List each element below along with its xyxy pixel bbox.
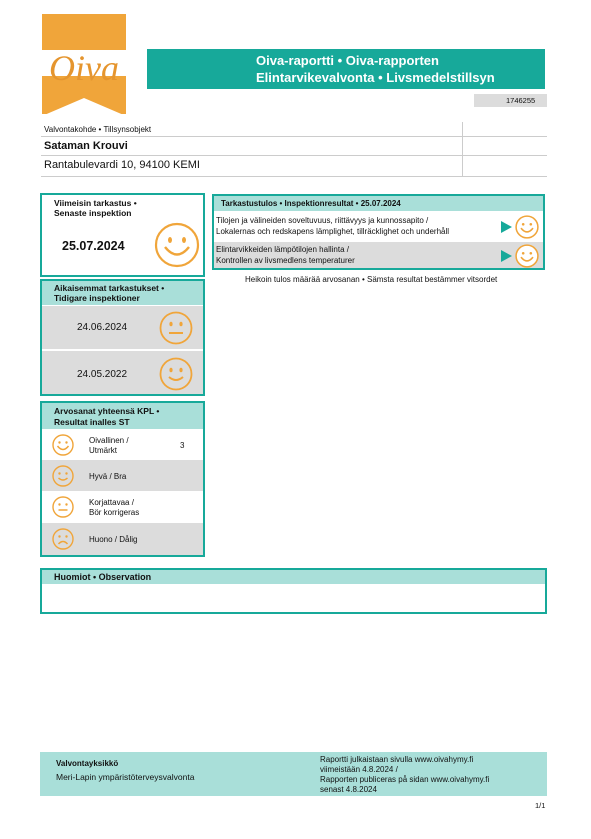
footer-pub-1: Raportti julkaistaan sivulla www.oivahymy.fi	[320, 755, 474, 764]
excellent-smiley-icon	[154, 222, 200, 268]
latest-date: 25.07.2024	[62, 239, 125, 253]
footer-unit-name: Meri-Lapin ympäristöterveysvalvonta	[56, 772, 195, 782]
result-arrow-icon	[501, 250, 512, 262]
observation-title: Huomiot • Observation	[54, 572, 152, 582]
totals-good-label: Hyvä / Bra	[89, 472, 127, 481]
results-note: Heikoin tulos määrää arvosanan • Sämsta resultat bestämmer vitsordet	[245, 275, 498, 284]
correct-smiley-small-icon	[52, 496, 74, 518]
results-item-1-line1: Tilojen ja välineiden soveltuvuus, riittävyys ja kunnossapito /	[216, 216, 429, 225]
target-divider-3	[41, 176, 547, 177]
totals-title-1: Arvosanat yhteensä KPL •	[54, 406, 160, 416]
latest-title-1: Viimeisin tarkastus •	[54, 198, 137, 208]
footer-unit-label: Valvontayksikkö	[56, 759, 119, 768]
latest-title-2: Senaste inspektion	[54, 208, 132, 218]
previous-date-2: 24.05.2022	[77, 369, 128, 380]
footer-pub-2: viimeistään 4.8.2024 /	[320, 765, 398, 774]
report-number: 1746255	[506, 96, 536, 105]
totals-excellent-count: 3	[180, 441, 185, 450]
totals-correct-label-1: Korjattavaa /	[89, 498, 134, 507]
report-title-line2: Elintarvikevalvonta • Livsmedelstillsyn	[256, 70, 495, 85]
totals-excellent-label-1: Oivallinen /	[89, 436, 129, 445]
target-label: Valvontakohde • Tillsynsobjekt	[44, 125, 152, 134]
target-vline	[462, 122, 463, 176]
poor-smiley-small-icon	[52, 528, 74, 550]
results-item-2-line1: Elintarvikkeiden lämpötilojen hallinta /	[216, 245, 349, 254]
footer-pub-3: Rapporten publiceras på sidan www.oivahymy.fi	[320, 775, 490, 784]
correct-smiley-icon	[159, 311, 193, 345]
excellent-smiley-small-icon	[52, 434, 74, 456]
results-item-2-line2: Kontrollen av livsmedlens temperaturer	[216, 256, 355, 265]
good-smiley-icon	[159, 357, 193, 391]
totals-title-2: Resultat inalles ST	[54, 417, 130, 427]
target-address: Rantabulevardi 10, 94100 KEMI	[44, 159, 200, 171]
footer-pub-4: senast 4.8.2024	[320, 785, 377, 794]
totals-correct-label-2: Bör korrigeras	[89, 508, 140, 517]
good-smiley-small-icon	[52, 465, 74, 487]
previous-title-1: Aikaisemmat tarkastukset •	[54, 283, 165, 293]
result-excellent-smiley-icon	[515, 244, 539, 268]
totals-poor-label: Huono / Dålig	[89, 535, 138, 544]
target-divider-2	[41, 155, 547, 156]
previous-title-2: Tidigare inspektioner	[54, 293, 140, 303]
page-number: 1/1	[535, 801, 546, 810]
results-title: Tarkastustulos • Inspektionresultat • 25.07.2024	[221, 199, 401, 208]
totals-excellent-label-2: Utmärkt	[89, 446, 117, 455]
logo-text: Oiva	[49, 48, 119, 88]
result-excellent-smiley-icon	[515, 215, 539, 239]
result-arrow-icon	[501, 221, 512, 233]
target-divider-1	[41, 136, 547, 137]
results-item-1-line2: Lokalernas och redskapens lämplighet, tillräcklighet och underhåll	[216, 227, 450, 236]
report-title-line1: Oiva-raportti • Oiva-rapporten	[256, 53, 439, 68]
previous-date-1: 24.06.2024	[77, 322, 128, 333]
oiva-logo	[36, 14, 132, 114]
target-name: Sataman Krouvi	[44, 140, 128, 152]
